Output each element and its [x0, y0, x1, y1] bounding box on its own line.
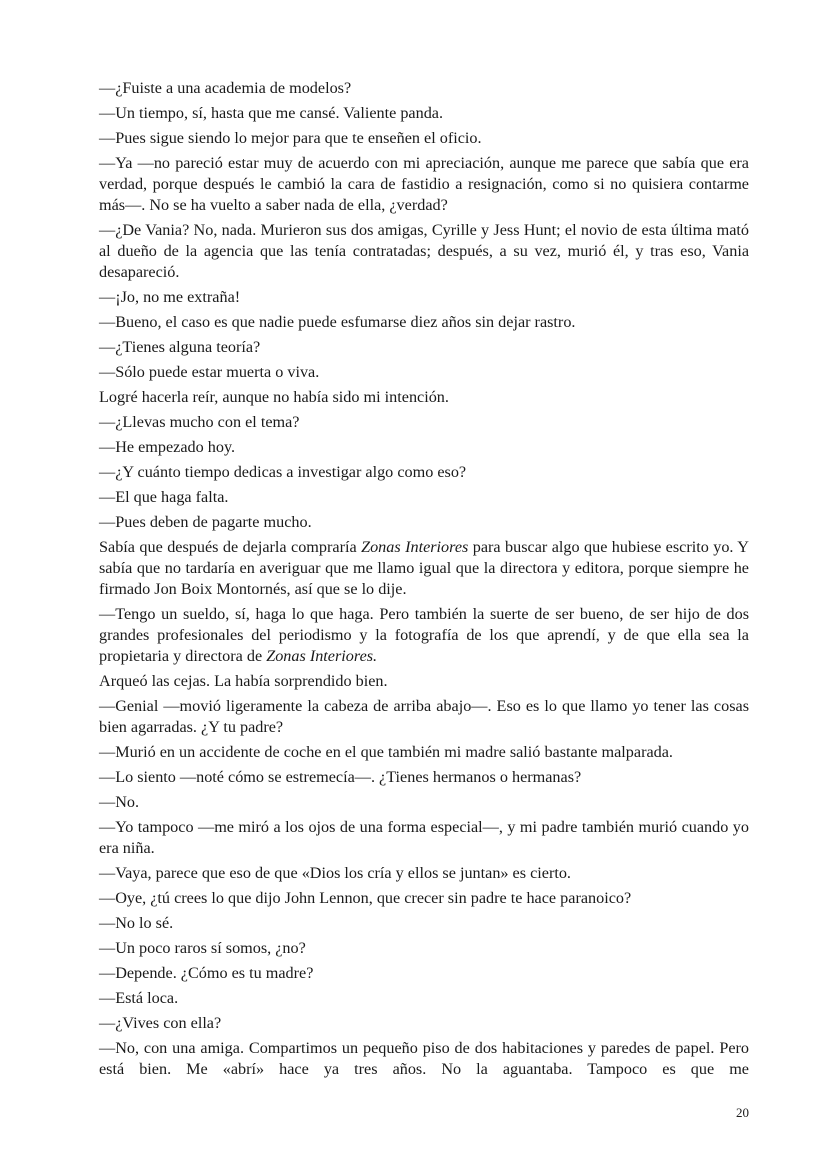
paragraph: —¿Tienes alguna teoría? [99, 338, 261, 356]
paragraph-sabia [99, 537, 749, 600]
paragraph: —Vaya, parece que eso de que «Dios los cría y ellos se juntan» es cierto. [99, 864, 571, 882]
paragraph: —El que haga falta. [99, 488, 229, 506]
paragraph: —No. [99, 793, 140, 811]
paragraph: —Pues sigue siendo lo mejor para que te enseñen el oficio. [99, 129, 482, 147]
paragraph: —¿Fuiste a una academia de modelos? [99, 79, 352, 97]
paragraph: —¡Jo, no me extraña! [99, 288, 241, 306]
page-body [99, 78, 749, 1084]
magazine-title: Zonas Interiores. [266, 647, 378, 665]
paragraph: —Bueno, el caso es que nadie puede esfumarse diez años sin dejar rastro. [99, 313, 576, 331]
paragraph: —No, con una amiga. Compartimos un pequeño piso de dos habitaciones y paredes de papel. Pero está bien. Me «abrí» hace ya tres años. No la aguantaba. Tampoco es que me [99, 1039, 749, 1078]
text-segment: para buscar algo que hubiese escrito yo. Y sabía que no tardaría en averiguar que me llamo igual que la directora y editora, porque siempre he firmado Jon Boix Montornés, así que se lo dije. [99, 538, 749, 598]
text-segment: Sabía que después de dejarla compraría [99, 538, 362, 556]
paragraph: —¿Y cuánto tiempo dedicas a investigar algo como eso? [99, 463, 467, 481]
paragraph: —Genial —movió ligeramente la cabeza de arriba abajo—. Eso es lo que llamo yo tener las cosas bien agarradas. ¿Y tu padre? [99, 697, 749, 736]
paragraph: —Ya —no pareció estar muy de acuerdo con mi apreciación, aunque me parece que sabía que era verdad, porque después le cambió la cara de fastidio a resignación, como si no quisiera contarme más—. No se ha vuelto a saber nada de ella, ¿verdad? [99, 154, 749, 214]
paragraph: —¿De Vania? No, nada. Murieron sus dos amigas, Cyrille y Jess Hunt; el novio de esta última mató al dueño de la agencia que las tenía contratadas; después, a su vez, murió él, y tras eso, Vania desapareció. [99, 221, 749, 281]
text-segment: —Tengo un sueldo, sí, haga lo que haga. Pero también la suerte de ser bueno, de ser hijo de dos grandes profesionales del periodismo y la fotografía de los que aprendí, y de que ella sea la propietaria y directora de [99, 605, 749, 665]
paragraph: —Sólo puede estar muerta o viva. [99, 363, 320, 381]
paragraph: —Pues deben de pagarte mucho. [99, 513, 312, 531]
paragraph: —Murió en un accidente de coche en el que también mi madre salió bastante malparada. [99, 743, 673, 761]
paragraph: —Depende. ¿Cómo es tu madre? [99, 964, 314, 982]
magazine-title: Zonas Interiores [361, 538, 469, 556]
paragraph: —Yo tampoco —me miró a los ojos de una forma especial—, y mi padre también murió cuando yo era niña. [99, 818, 749, 857]
paragraph-sueldo [99, 604, 749, 667]
paragraph: Logré hacerla reír, aunque no había sido mi intención. [99, 388, 449, 406]
paragraph: —Lo siento —noté cómo se estremecía—. ¿Tienes hermanos o hermanas? [99, 768, 582, 786]
paragraph: —He empezado hoy. [99, 438, 236, 456]
page-number: 20 [736, 1105, 749, 1120]
paragraph: —Un tiempo, sí, hasta que me cansé. Valiente panda. [99, 104, 444, 122]
paragraph: —Oye, ¿tú crees lo que dijo John Lennon, que crecer sin padre te hace paranoico? [99, 889, 632, 907]
paragraph: Arqueó las cejas. La había sorprendido bien. [99, 672, 388, 690]
paragraph: —Está loca. [99, 989, 179, 1007]
paragraph: —Un poco raros sí somos, ¿no? [99, 939, 306, 957]
paragraph: —¿Llevas mucho con el tema? [99, 413, 300, 431]
paragraph: —¿Vives con ella? [99, 1014, 222, 1032]
paragraph: —No lo sé. [99, 914, 174, 932]
